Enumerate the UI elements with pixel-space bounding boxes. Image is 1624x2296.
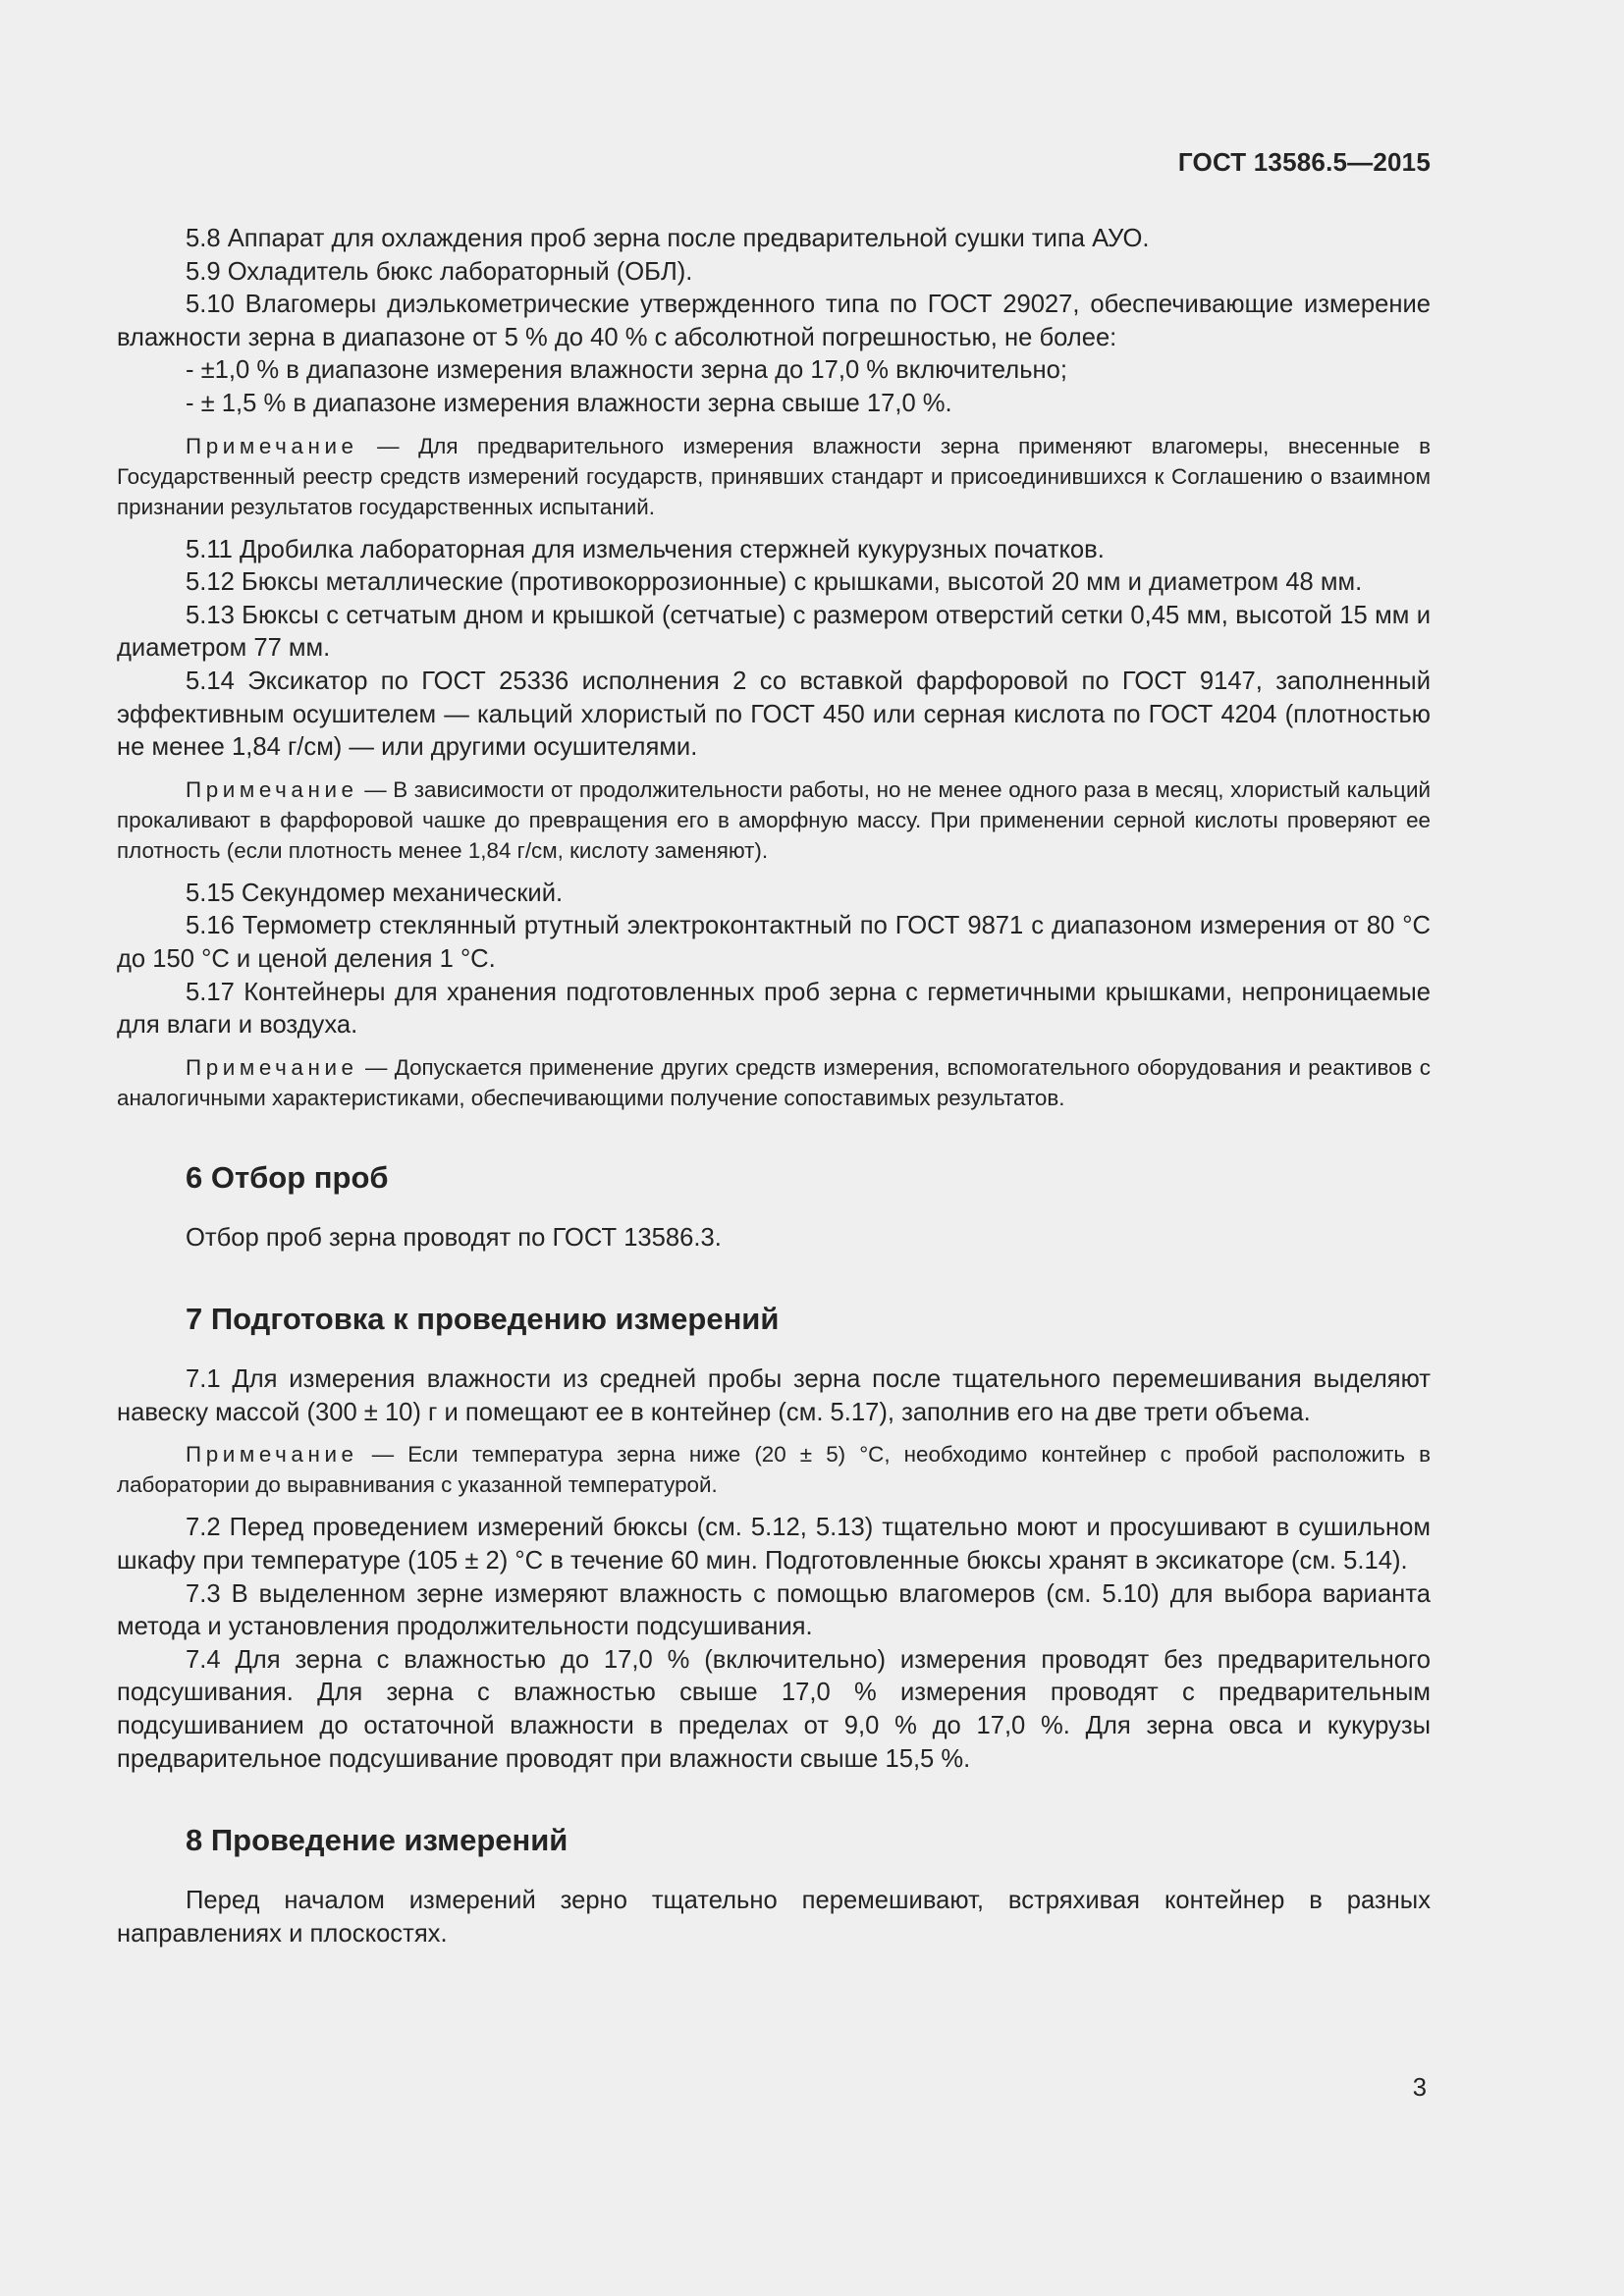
item-7-1: 7.1 Для измерения влажности из средней пробы зерна после тщательного перемешивания выделяют навеску массой (300 ± 10) г и помещают ее в контейнер (см. 5.17), заполнив его на две трети объема. [117, 1365, 1431, 1426]
item-5-9: 5.9 Охладитель бюкс лабораторный (ОБЛ). [186, 257, 693, 286]
note [117, 1052, 1431, 1113]
note [117, 774, 1431, 866]
note-text: Допускается применение других средств измерения, вспомогательного оборудования и реактивов с аналогичными характеристиками, обеспечивающими получение сопоставимых результатов. [117, 1054, 1431, 1110]
item-5-8: 5.8 Аппарат для охлаждения проб зерна после предварительной сушки типа АУО. [186, 225, 1150, 252]
note-separator: — [357, 1054, 395, 1080]
note [117, 431, 1431, 522]
note-text: В зависимости от продолжительности работы, но не менее одного раза в месяц, хлористый кальций прокаливают в фарфоровой чашке до превращения его в аморфную массу. При применении серной кислоты проверяют ее плотность (если плотность менее 1,84 г/см, кислоту заменяют). [117, 776, 1431, 863]
page-body [117, 223, 1431, 1950]
note-text: Для предварительного измерения влажности зерна применяют влагомеры, внесенные в Государственный реестр средств измерений государств, принявших стандарт и присоединившихся к Соглашению о взаимном признании результатов государственных испытаний. [117, 433, 1431, 519]
page-number: 3 [1412, 2074, 1427, 2102]
item-7-4: 7.4 Для зерна с влажностью до 17,0 % (включительно) измерения проводят без предварительного подсушивания. Для зерна с влажностью свыше 17,0 % измерения проводят с предварительным подсушиванием до остаточной влажности в пределах от 9,0 % до 17,0 %. Для зерна овса и кукурузы предварительное подсушивание проводят при влажности свыше 15,5 %. [117, 1645, 1431, 1773]
item-7-2: 7.2 Перед проведением измерений бюксы (см. 5.12, 5.13) тщательно моют и просушивают в сушильном шкафу при температуре (105 ± 2) °С в течение 60 мин. Подготовленные бюксы хранят в эксикаторе (см. 5.14). [117, 1514, 1431, 1575]
item-7-3: 7.3 В выделенном зерне измеряют влажность с помощью влагомеров (см. 5.10) для выбора варианта метода и установления продолжительности подсушивания. [117, 1579, 1431, 1641]
item-5-15: 5.15 Секундомер механический. [186, 879, 564, 907]
note-separator: — [357, 1442, 408, 1468]
section-6-heading: 6 Отбор проб [186, 1159, 389, 1195]
item-5-17: 5.17 Контейнеры для хранения подготовленных проб зерна с герметичными крышками, непроницаемые для влаги и воздуха. [117, 978, 1431, 1040]
tolerance-item: - ± 1,5 % в диапазоне измерения влажности зерна свыше 17,0 %. [186, 389, 952, 417]
section-7-heading: 7 Подготовка к проведению измерений [186, 1302, 780, 1337]
note-separator: — [357, 776, 394, 802]
item-5-10: 5.10 Влагомеры диэлькометрические утвержденного типа по ГОСТ 29027, обеспечивающие измерение влажности зерна в диапазоне от 5 % до 40 % с абсолютной погрешностью, не более: [117, 291, 1431, 351]
item-5-12: 5.12 Бюксы металлические (противокоррозионные) с крышками, высотой 20 мм и диаметром 48 мм. [186, 568, 1363, 597]
item-5-14: 5.14 Эксикатор по ГОСТ 25336 исполнения 2 со вставкой фарфоровой по ГОСТ 9147, заполненный эффективным осушителем — кальций хлористый по ГОСТ 450 или серная кислота по ГОСТ 4204 (плотностью не менее 1,84 г/см) — или другими осушителями. [117, 667, 1431, 762]
note-label: Примечание [186, 433, 358, 458]
item-5-13: 5.13 Бюксы с сетчатым дном и крышкой (сетчатые) с размером отверстий сетки 0,45 мм, высотой 15 мм и диаметром 77 мм. [117, 601, 1431, 663]
section-8-text: Перед началом измерений зерно тщательно перемешивают, встряхивая контейнер в разных направлениях и плоскостях. [117, 1887, 1431, 1948]
note-label: Примечание [186, 776, 358, 802]
section-6-text: Отбор проб зерна проводят по ГОСТ 13586.3. [186, 1223, 722, 1252]
note-text: Если температура зерна ниже (20 ± 5) °С, необходимо контейнер с пробой расположить в лаборатории до выравнивания с указанной температурой. [117, 1442, 1431, 1498]
standard-designation: ГОСТ 13586.5—2015 [1177, 147, 1431, 177]
item-5-16: 5.16 Термометр стеклянный ртутный электроконтактный по ГОСТ 9871 с диапазоном измерения от 80 °С до 150 °С и ценой деления 1 °С. [117, 912, 1431, 973]
section-8-heading: 8 Проведение измерений [186, 1823, 568, 1858]
note [117, 1439, 1431, 1500]
tolerance-item: - ±1,0 % в диапазоне измерения влажности зерна до 17,0 % включительно; [186, 356, 1068, 385]
note-label: Примечание [186, 1442, 358, 1468]
note-label: Примечание [186, 1054, 358, 1080]
note-separator: — [357, 433, 419, 458]
item-5-11: 5.11 Дробилка лабораторная для измельчения стержней кукурузных початков. [186, 535, 1105, 563]
